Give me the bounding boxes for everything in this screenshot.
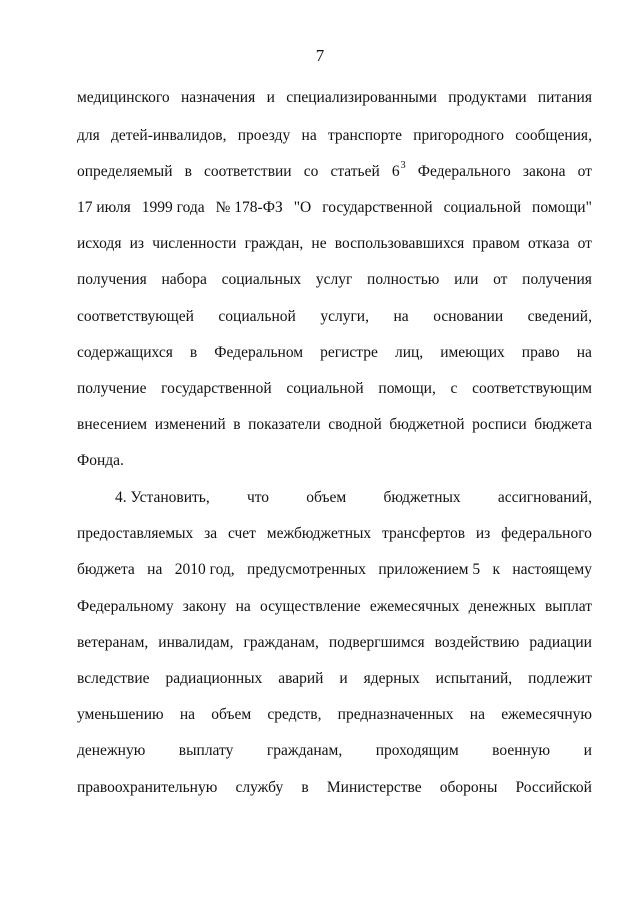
word: исходя [77, 235, 122, 252]
word: из [475, 525, 491, 542]
word: федерального [501, 525, 592, 542]
word: на [393, 308, 409, 325]
text-line [77, 343, 592, 363]
word: основании [433, 308, 504, 325]
word: 2010 год, [174, 561, 235, 578]
word: отказа [527, 235, 570, 252]
word: внесением [77, 416, 148, 433]
word: питания [537, 89, 592, 106]
word: из [129, 235, 145, 252]
word: 4. Установить, [115, 489, 210, 506]
word: полностью [367, 271, 440, 288]
word: Федеральном [214, 344, 304, 361]
word: Российской [515, 779, 592, 796]
word: № 178-ФЗ [215, 199, 283, 216]
page-number: 7 [315, 46, 325, 65]
word: правоохранительную [77, 779, 218, 796]
word: за [204, 525, 218, 542]
word: набора [161, 271, 207, 288]
word: закону [182, 598, 227, 615]
word: подлежит [528, 670, 592, 687]
word: вследствие [77, 670, 150, 687]
word: в [184, 163, 192, 180]
word: бюджета [77, 561, 135, 578]
word: от [493, 271, 508, 288]
word: от [577, 235, 592, 252]
word: счет [227, 525, 256, 542]
word: на [469, 706, 485, 723]
word: инвалидам, [158, 634, 234, 651]
word: предназначенных [337, 706, 454, 723]
text-line [77, 379, 592, 399]
word: в [189, 344, 198, 361]
word: $6^3$ [391, 159, 406, 180]
word: приложением 5 [378, 561, 481, 578]
text-line [77, 669, 592, 689]
word: определяемый [77, 163, 173, 180]
word: проходящим [375, 742, 459, 759]
word: денежных [468, 598, 536, 615]
word: с [450, 380, 458, 397]
word: социальной [443, 199, 522, 216]
word: изменений [154, 416, 226, 433]
word: от [577, 163, 592, 180]
word: получения [522, 271, 592, 288]
word: для [77, 127, 100, 144]
word: и [339, 670, 348, 687]
text-line [115, 488, 592, 508]
word: услуг [315, 271, 353, 288]
word: в [301, 779, 309, 796]
word: объем [306, 489, 347, 506]
word: лиц, [394, 344, 424, 361]
word: настоящему [512, 561, 592, 578]
text-line [77, 234, 592, 254]
word: радиации [529, 634, 592, 651]
word: выплат [544, 598, 592, 615]
word: Фонда. [77, 452, 124, 469]
word: ветеранам, [77, 634, 149, 651]
word: ядерных [363, 670, 420, 687]
word: социальных [221, 271, 302, 288]
word: межбюджетных [266, 525, 372, 542]
word: право [521, 344, 560, 361]
word: социальной [218, 308, 296, 325]
word: содержащихся [77, 344, 173, 361]
text-line [77, 560, 592, 580]
word: граждан, [244, 235, 304, 252]
text-line [77, 524, 592, 544]
word: сведений, [527, 308, 592, 325]
word: к [492, 561, 500, 578]
word: ежемесячных [369, 598, 460, 615]
word: проезду [237, 127, 291, 144]
word: транспорте [327, 127, 402, 144]
word: испытаний, [435, 670, 513, 687]
word: "О [293, 199, 312, 216]
word: на [576, 344, 592, 361]
word: помощи, [378, 380, 436, 397]
word: Федерального [417, 163, 511, 180]
word: закона [522, 163, 566, 180]
word: Федеральному [77, 598, 174, 615]
text-line [77, 159, 592, 182]
word: показатели [248, 416, 321, 433]
word: и [266, 89, 275, 106]
text-line [77, 307, 592, 327]
word: правом [472, 235, 520, 252]
word: на [301, 127, 317, 144]
word: воздействию [434, 634, 520, 651]
word: со [303, 163, 319, 180]
word: гражданам, [266, 742, 343, 759]
word: на [235, 598, 251, 615]
word: на [147, 561, 163, 578]
word: соответствующей [77, 308, 194, 325]
text-line [77, 597, 592, 617]
word: не [311, 235, 327, 252]
word: 1999 года [141, 199, 205, 216]
word: социальной [286, 380, 364, 397]
word: подвергшимся [328, 634, 425, 651]
word: уменьшению [77, 706, 164, 723]
word: аварий [278, 670, 324, 687]
word: гражданам, [243, 634, 319, 651]
word: ежемесячную [501, 706, 592, 723]
word: получения [77, 271, 147, 288]
word: осуществление [259, 598, 361, 615]
word: выплату [178, 742, 234, 759]
text-line [77, 741, 592, 761]
word: государственной [161, 380, 272, 397]
word: военную [492, 742, 551, 759]
word: услуги, [320, 308, 369, 325]
text-line [77, 415, 592, 435]
word: численности [152, 235, 237, 252]
word: имеющих [440, 344, 505, 361]
word: или [454, 271, 479, 288]
text-line [77, 198, 592, 218]
word: Министерстве [326, 779, 422, 796]
word: назначения [180, 89, 256, 106]
word: медицинского [77, 89, 170, 106]
word: продуктами [448, 89, 527, 106]
footnote-superscript: 3 [400, 159, 406, 171]
word: регистре [320, 344, 378, 361]
text-line [77, 705, 592, 725]
text-line [77, 451, 592, 471]
word: ассигнований, [497, 489, 592, 506]
text-line [77, 778, 592, 798]
word: соответствующим [472, 380, 592, 397]
word: денежную [77, 742, 146, 759]
word: трансфертов [381, 525, 466, 542]
word: получение [77, 380, 147, 397]
text-line [77, 88, 592, 108]
word: на [179, 706, 195, 723]
word: и [583, 742, 592, 759]
word: сообщения, [515, 127, 592, 144]
word: воспользовавшихся [334, 235, 465, 252]
text-line [77, 633, 592, 653]
word: в [233, 416, 241, 433]
word: сводной [328, 416, 382, 433]
word: бюджетной [389, 416, 465, 433]
word: 17 июля [77, 199, 131, 216]
word: бюджета [534, 416, 592, 433]
word: предоставляемых [77, 525, 194, 542]
word: росписи [472, 416, 527, 433]
word: радиационных [165, 670, 263, 687]
word: детей-инвалидов, [111, 127, 227, 144]
word: что [246, 489, 270, 506]
word: соответствии [204, 163, 292, 180]
word: службу [235, 779, 284, 796]
word: объем [211, 706, 252, 723]
word: бюджетных [383, 489, 461, 506]
word: средств, [267, 706, 322, 723]
word: обороны [439, 779, 498, 796]
word: государственной [322, 199, 433, 216]
word: помощи" [532, 199, 592, 216]
word: предусмотренных [247, 561, 366, 578]
text-line [77, 126, 592, 146]
word: статьей [330, 163, 380, 180]
word: специализированными [286, 89, 437, 106]
word: пригородного [413, 127, 505, 144]
text-line [77, 270, 592, 290]
